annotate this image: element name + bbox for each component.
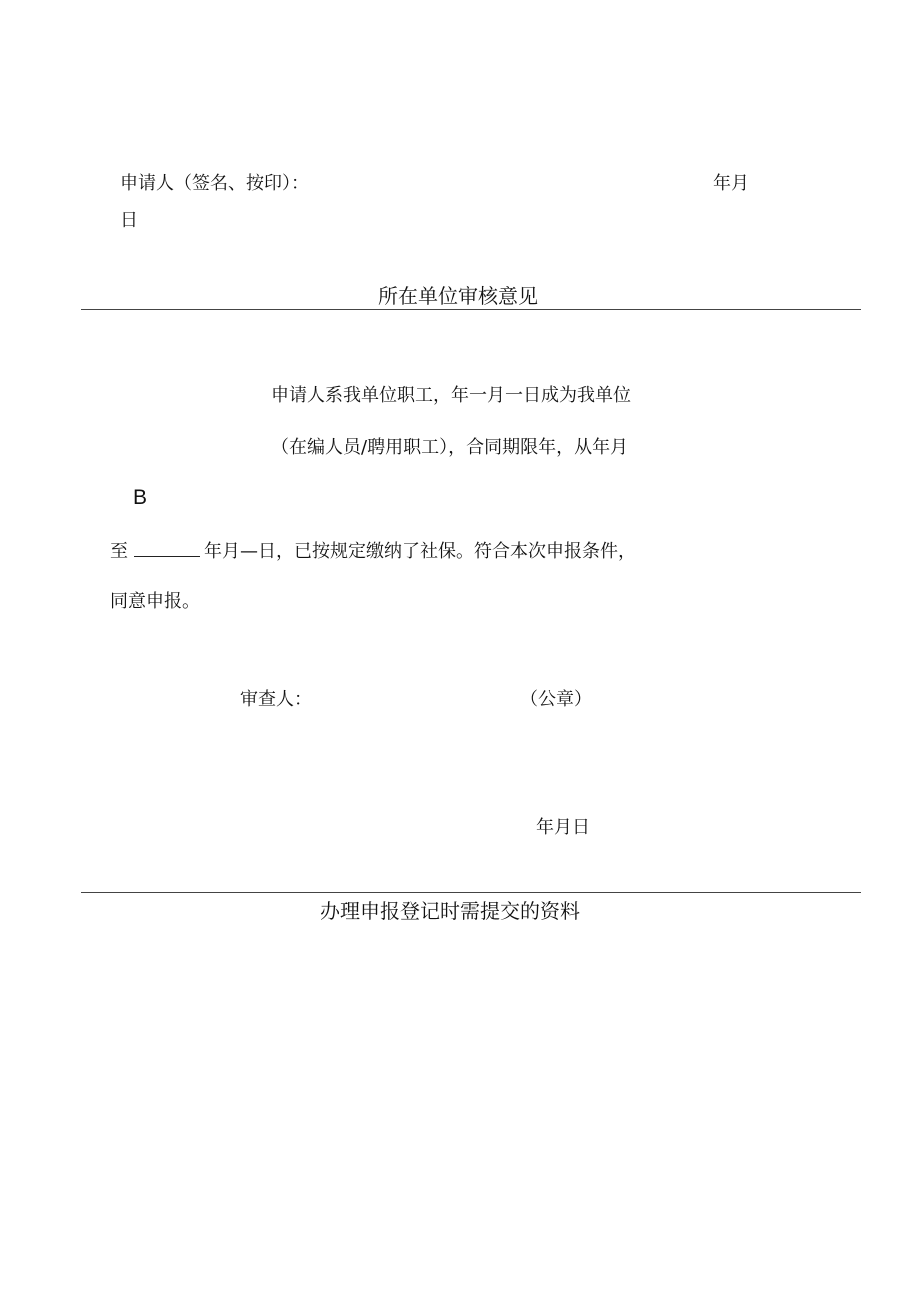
divider-line [81, 892, 861, 893]
review-line-4-prefix: 至 [110, 541, 128, 562]
reviewer-label: 审查人： [240, 689, 312, 710]
review-text-line-2: （在编人员/聘用职工），合同期限年，从年月 [271, 437, 629, 458]
review-date: 年月日 [536, 817, 590, 838]
official-seal-label: （公章） [520, 689, 592, 710]
blank-underline [134, 538, 200, 557]
review-text-line-3: B [133, 486, 148, 509]
unit-review-heading: 所在单位审核意见 [378, 284, 538, 308]
applicant-date-year-month: 年月 [713, 173, 749, 194]
review-text-line-1: 申请人系我单位职工，年一月一日成为我单位 [271, 385, 631, 406]
review-text-line-5: 同意申报。 [110, 591, 200, 612]
review-line-4-suffix: 年月—日，已按规定缴纳了社保。符合本次申报条件， [204, 541, 636, 562]
materials-heading: 办理申报登记时需提交的资料 [320, 899, 580, 923]
applicant-signature-label: 申请人（签名、按印）： [120, 173, 309, 194]
review-text-line-4 [110, 538, 636, 564]
applicant-date-day: 日 [120, 210, 138, 231]
divider-line [81, 309, 861, 310]
